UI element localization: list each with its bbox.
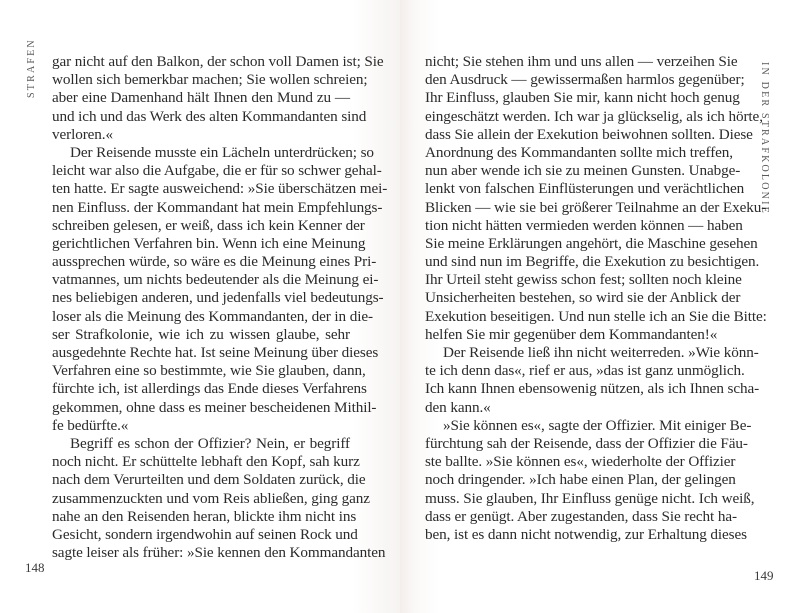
text-line: ben, ist es dann nicht notwendig, zur Erhaltung dieses: [425, 525, 747, 543]
text-line: nach dem Verurteilten und dem Soldaten zurück, die: [52, 471, 366, 489]
text-line: den Ausdruck — gewissermaßen harmlos gegenüber;: [425, 71, 745, 89]
text-line: Sie meine Erklärungen angehört, die Maschine gesehen: [425, 234, 758, 252]
text-line: nun aber wende ich sie zu meinen Gunsten. Unabge-: [425, 162, 741, 180]
text-line: fe bedürfte.«: [52, 416, 129, 434]
page-number-left: 148: [25, 560, 45, 575]
text-line: lenkt von falschen Einflüsterungen und verächtlichen: [425, 180, 745, 198]
text-line: Blicken — wie sie bei größerer Teilnahme an der Exeku-: [425, 198, 767, 216]
text-line: Ihr Urteil steht gewiss schon fest; sollten noch kleine: [425, 271, 742, 289]
text-line: gekommen, ohne dass es meiner bescheidenen Mithil-: [52, 398, 377, 416]
text-line: Verfahren eine so bestimmte, wie Sie glauben, dann,: [52, 362, 366, 380]
page-number-right: 149: [754, 568, 774, 583]
text-line: nes beliebigen anderen, und jedenfalls viel bedeutungs-: [52, 289, 384, 307]
text-line: schreiben gelesen, er weiß, dass ich kein Kenner der: [52, 216, 365, 234]
text-line: loser als die Meinung des Kommandanten, der in die-: [52, 307, 373, 325]
running-head-left: STRAFEN: [26, 38, 37, 98]
text-line: dass Sie allein der Exekution beiwohnen sollten. Diese: [425, 125, 753, 143]
text-line: noch dringender. »Ich habe einen Plan, der gelingen: [425, 471, 736, 489]
text-line: Der Reisende musste ein Lächeln unterdrücken; so: [70, 143, 374, 161]
text-line: aber eine Damenhand hält Ihnen den Mund zu —: [52, 89, 350, 107]
text-line: verloren.«: [52, 125, 113, 143]
text-line: fürchte ich, ist allerdings das Ende dieses Verfahrens: [52, 380, 367, 398]
text-line: nen Einfluss. der Kommandant hat mein Empfehlungs-: [52, 198, 383, 216]
text-line: Gesicht, sondern irgendwohin auf seinen Rock und: [52, 525, 358, 543]
text-line: vatmannes, um nichts bedeutender als die Meinung ei-: [52, 271, 379, 289]
text-line: te ich denn das«, rief er aus, »das ist ganz unmöglich.: [425, 362, 745, 380]
running-head-right: IN DER STRAFKOLONIE: [759, 62, 770, 215]
text-line: ser Strafkolonie, wie ich zu wissen glaube, sehr: [52, 325, 350, 343]
text-line: eingeschätzt werden. Ich war ja glückselig, als ich hörte,: [425, 107, 763, 125]
right-page: [400, 0, 800, 613]
text-line: und ich und das Werk des alten Kommandanten sind: [52, 107, 367, 125]
text-line: Unsicherheiten bestehen, so wird sie der Anblick der: [425, 289, 741, 307]
text-line: Ihr Einfluss, glauben Sie mir, kann nicht hoch genug: [425, 89, 740, 107]
text-line: ten hatte. Er sagte ausweichend: »Sie überschätzen mei-: [52, 180, 388, 198]
left-page-body: [52, 53, 388, 562]
text-line: Anordnung des Kommandanten sollte mich treffen,: [425, 143, 733, 161]
text-line: aussprechen würde, so wäre es die Meinung eines Pri-: [52, 253, 377, 271]
text-line: den kann.«: [425, 398, 491, 416]
text-line: ste ballte. »Sie können es«, wiederholte der Offizier: [425, 453, 736, 471]
text-line: Ich kann Ihnen ebensowenig nützen, als ich Ihnen scha-: [425, 380, 760, 398]
text-line: wollen sich bemerkbar machen; Sie wollen schreien;: [52, 71, 368, 89]
text-line: Exekution beseitigen. Und nun stelle ich an Sie die Bitte:: [425, 307, 767, 325]
text-line: Der Reisende ließ ihn nicht weiterreden. »Wie könn-: [443, 344, 759, 361]
text-line: helfen Sie mir gegenüber dem Kommandanten!«: [425, 325, 718, 343]
text-line: muss. Sie glauben, Ihr Einfluss genüge nicht. Ich weiß,: [425, 489, 755, 507]
text-line: gar nicht auf den Balkon, der schon voll Damen ist; Sie: [52, 53, 384, 70]
text-line: »Sie können es«, sagte der Offizier. Mit einiger Be-: [443, 416, 752, 434]
text-line: zusammenzuckten und vom Reis abließen, ging ganz: [52, 489, 370, 507]
text-line: dass er genügt. Aber zugestanden, dass Sie recht ha-: [425, 507, 737, 525]
text-line: ausgedehnte Rechte hat. Ist seine Meinung über dieses: [52, 344, 379, 361]
text-line: nicht; Sie stehen ihm und uns allen — verzeihen Sie: [425, 53, 738, 70]
text-line: fürchtung sah der Reisende, dass der Offizier die Fäu-: [425, 434, 748, 452]
text-line: gerichtlichen Verfahren bin. Wenn ich eine Meinung: [52, 234, 366, 252]
text-line: tion nicht hätten vermieden werden können — haben: [425, 216, 743, 234]
text-line: nahe an den Reisenden heran, blickte ihm nicht ins: [52, 507, 357, 525]
text-line: leicht war also die Aufgabe, die er für so schwer gehal-: [52, 162, 382, 180]
text-line: Begriff es schon der Offizier? Nein, er begriff: [70, 434, 350, 452]
text-line: und sind nun im Begriffe, die Exekution zu besichtigen.: [425, 253, 760, 271]
text-line: sagte leiser als früher: »Sie kennen den Kommandanten: [52, 544, 386, 562]
text-line: noch nicht. Er schüttelte lebhaft den Kopf, sah kurz: [52, 453, 360, 471]
